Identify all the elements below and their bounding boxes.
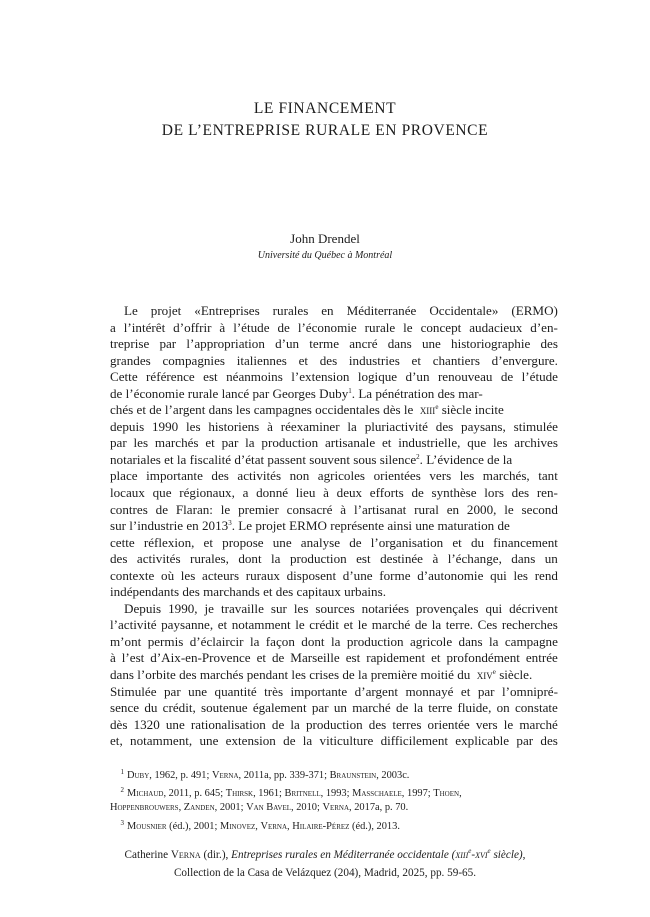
footnote-3: 3 Mousnier (éd.), 2001; Minovez, Verna, Hilaire-Pérez (éd.), 2013.	[120, 818, 400, 832]
chapter-title-line-1: LE FINANCEMENT	[253, 100, 397, 117]
body-line: Le projet «Entreprises rurales en Méditerranée Occidentale» (ERMO)	[124, 303, 558, 318]
body-line: chés et de l’argent dans les campagnes occidentales dès le xiii$^e$ siècle incite	[110, 402, 504, 418]
footnote-2-continued: Hoppenbrouwers, Zanden, 2001; Van Bavel, 2010; Verna, 2017a, p. 70.	[110, 802, 409, 814]
body-line: de l’économie rurale lancé par Georges Duby$^1$. La pénétration des mar-	[110, 385, 483, 401]
body-line: sur l’industrie en 2013$^3$. Le projet ERMO représente ainsi une maturation de	[110, 518, 510, 534]
citation-line-1: Catherine Verna (dir.), Entreprises rurales en Méditerranée occidentale (xiii$^e$-xvi$^e$ siècle),	[124, 847, 526, 861]
body-text	[110, 303, 558, 750]
body-line: sence du crédit, soutenue également par un marché de la terre fluide, on constate	[110, 700, 558, 716]
footnotes	[110, 765, 558, 834]
body-line: Cette référence est néanmoins l’extension logique d’un renouveau de l’étude	[110, 369, 558, 385]
body-line: indépendants des marchands et des capitaux urbains.	[110, 584, 386, 600]
source-citation	[0, 846, 650, 882]
footnote-ref: 3	[228, 519, 232, 528]
body-line: place importante des activités non agricoles orientées vers les marchés, tant	[110, 468, 558, 484]
chapter-title	[0, 98, 650, 142]
body-line: dans l’orbite des marchés pendant les crises de la première moitié du xiv$^e$ siècle.	[110, 667, 533, 683]
body-line: treprise par l’appropriation d’un terme ancré dans une historiographie des	[110, 336, 558, 352]
author-affiliation: Université du Québec à Montréal	[257, 250, 393, 261]
body-line: m’ont permis d’éclaircir la façon dont la production agricole dans la campagne	[110, 633, 558, 649]
footnote-1: 1 Duby, 1962, p. 491; Verna, 2011a, pp. 339-371; Braunstein, 2003c.	[120, 768, 410, 781]
body-line: dès 1320 une rationalisation de la production des terres orientée vers le marché	[110, 716, 558, 732]
author-name: John Drendel	[290, 231, 360, 246]
footnote-ref: 2	[416, 452, 420, 461]
body-line: à l’est d’Aix-en-Provence et de Marseille est rapidement et profondément entrée	[110, 650, 558, 666]
body-line: cette réflexion, et propose une analyse de l’organisation et du financement	[110, 534, 558, 550]
body-line: l’activité paysanne, et notamment le crédit et le marché de la terre. Ces recherches	[110, 617, 558, 633]
body-line: a l’intérêt d’offrir à l’étude de l’économie rurale le concept audacieux d’en-	[110, 319, 558, 335]
body-line: grandes compagnies italiennes et des industries et chantiers d’envergure.	[110, 352, 558, 368]
body-line: notariales et la fiscalité d’état passent souvent sous silence$^2$. L’évidence de la	[110, 451, 513, 467]
body-line: contres de Flaran: le premier consacré à l’artisanat rural en 2000, le second	[110, 501, 558, 517]
chapter-title-line-2: DE L’ENTREPRISE RURALE EN PROVENCE	[161, 122, 489, 139]
citation-line-2: Collection de la Casa de Velázquez (204), Madrid, 2025, pp. 59-65.	[173, 867, 477, 879]
body-line: locaux que régionaux, a donné lieu à deux efforts de synthèse lors des ren-	[110, 485, 558, 501]
body-line: par les marchés et par la production artisanale et industrielle, que les archives	[110, 435, 558, 451]
footnote-2: 2 Michaud, 2011, p. 645; Thirsk, 1961; Britnell, 1993; Masschaele, 1997; Thoen,	[120, 786, 462, 800]
body-line: contexte où les acteurs ruraux disposent d’une forme d’autonomie qui les rend	[110, 567, 558, 583]
body-line: Depuis 1990, je travaille sur les sources notariées provençales qui décrivent	[124, 600, 558, 616]
footnote-ref: 1	[348, 386, 352, 395]
body-line: Stimulée par une quantité très importante d’argent monnayé et par l’omnipré-	[110, 683, 558, 699]
body-line: depuis 1990 les historiens à réexaminer la pluriactivité des paysans, stimulée	[110, 418, 558, 434]
body-line: des activités rurales, dont la production est destinée à l’échange, dans un	[110, 551, 558, 567]
body-line: et, notamment, une extension de la viticulture difficilement explicable par des	[110, 733, 558, 749]
